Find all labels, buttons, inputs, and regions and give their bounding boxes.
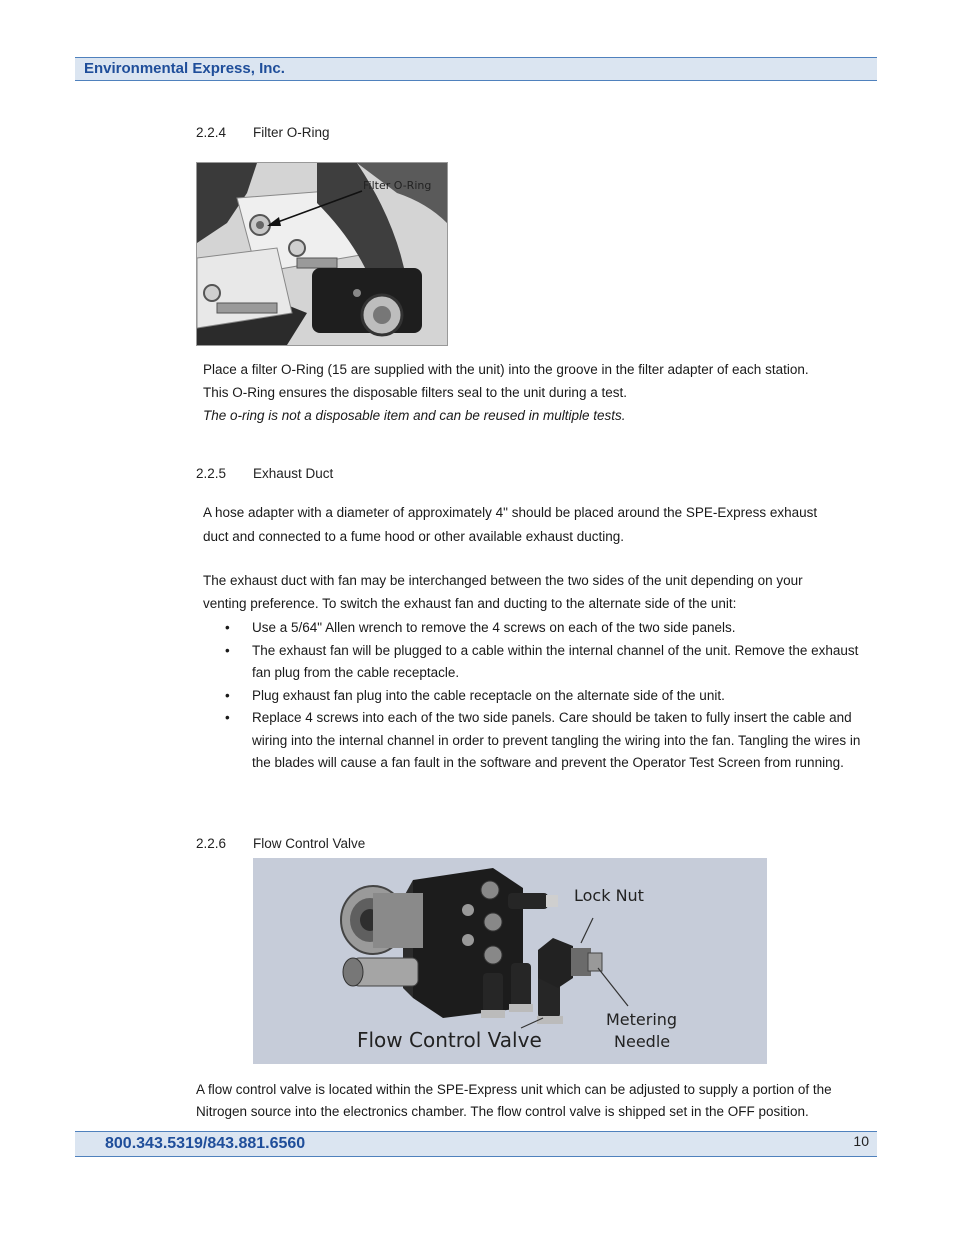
company-name: Environmental Express, Inc. — [84, 60, 285, 77]
text-line: Nitrogen source into the electronics chamber. The flow control valve is shipped set in the OFF position. — [196, 1104, 809, 1119]
note-line: The o-ring is not a disposable item and can be reused in multiple tests. — [203, 408, 626, 423]
flow-control-valve-illustration — [253, 858, 767, 1064]
metering-label: Metering — [606, 1010, 678, 1029]
figure-caption-flow-control-valve: Flow Control Valve — [357, 1028, 542, 1052]
section-number: 2.2.6 — [196, 836, 227, 851]
text-line: A hose adapter with a diameter of approximately 4" should be placed around the SPE-Express exhaust — [203, 505, 818, 520]
list-item: • The exhaust fan will be plugged to a cable within the internal channel of the unit. Remove the exhaust fan plug from the cable receptacle. — [225, 640, 865, 685]
exhaust-paragraph-1 — [203, 501, 863, 549]
text-line: This O-Ring ensures the disposable filters seal to the unit during a test. — [203, 385, 627, 400]
filter-oring-figure — [196, 162, 448, 346]
text-line: Place a filter O-Ring (15 are supplied with the unit) into the groove in the filter adapter of each station. — [203, 362, 809, 377]
bullet-icon: • — [225, 642, 230, 658]
filter-oring-paragraph — [203, 358, 863, 427]
section-title: Flow Control Valve — [253, 836, 366, 851]
exhaust-paragraph-2 — [203, 569, 863, 615]
filter-oring-illustration — [197, 163, 447, 345]
text-line: A flow control valve is located within the SPE-Express unit which can be adjusted to supply a portion of the — [196, 1082, 832, 1097]
footer-phone: 800.343.5319/843.881.6560 — [105, 1135, 306, 1152]
section-title: Exhaust Duct — [253, 466, 334, 481]
bullet-icon: • — [225, 710, 230, 725]
text-line: venting preference. To switch the exhaust fan and ducting to the alternate side of the unit: — [203, 596, 737, 611]
flow-control-paragraph — [196, 1079, 876, 1123]
text-line: duct and connected to a fume hood or other available exhaust ducting. — [203, 529, 625, 544]
page-header — [75, 57, 877, 81]
bullet-icon: • — [225, 687, 230, 703]
bullet-icon: • — [225, 620, 230, 635]
section-number: 2.2.5 — [196, 466, 227, 481]
list-item: • Use a 5/64" Allen wrench to remove the 4 screws on each of the two side panels. — [225, 617, 865, 640]
section-number: 2.2.4 — [196, 125, 227, 140]
figure-label-filter-oring: Filter O-Ring — [363, 179, 432, 192]
exhaust-steps-list — [225, 617, 865, 775]
lock-nut-label: Lock Nut — [574, 886, 644, 905]
flow-control-valve-figure — [253, 858, 767, 1064]
section-title: Filter O-Ring — [253, 125, 330, 140]
list-item: • Replace 4 screws into each of the two side panels. Care should be taken to fully insert the cable and wiring into the internal channel in order to prevent tangling the wiring into the fan. Tangling the wires in the blades will cause a fan fault in the software and prevent the Operator Test Screen from running. — [225, 707, 865, 775]
page-footer — [75, 1131, 877, 1157]
page-number: 10 — [853, 1133, 869, 1149]
list-item: • Plug exhaust fan plug into the cable receptacle on the alternate side of the unit. — [225, 685, 865, 708]
text-line: The exhaust duct with fan may be interchanged between the two sides of the unit depending on your — [203, 573, 803, 588]
needle-label: Needle — [614, 1032, 671, 1051]
